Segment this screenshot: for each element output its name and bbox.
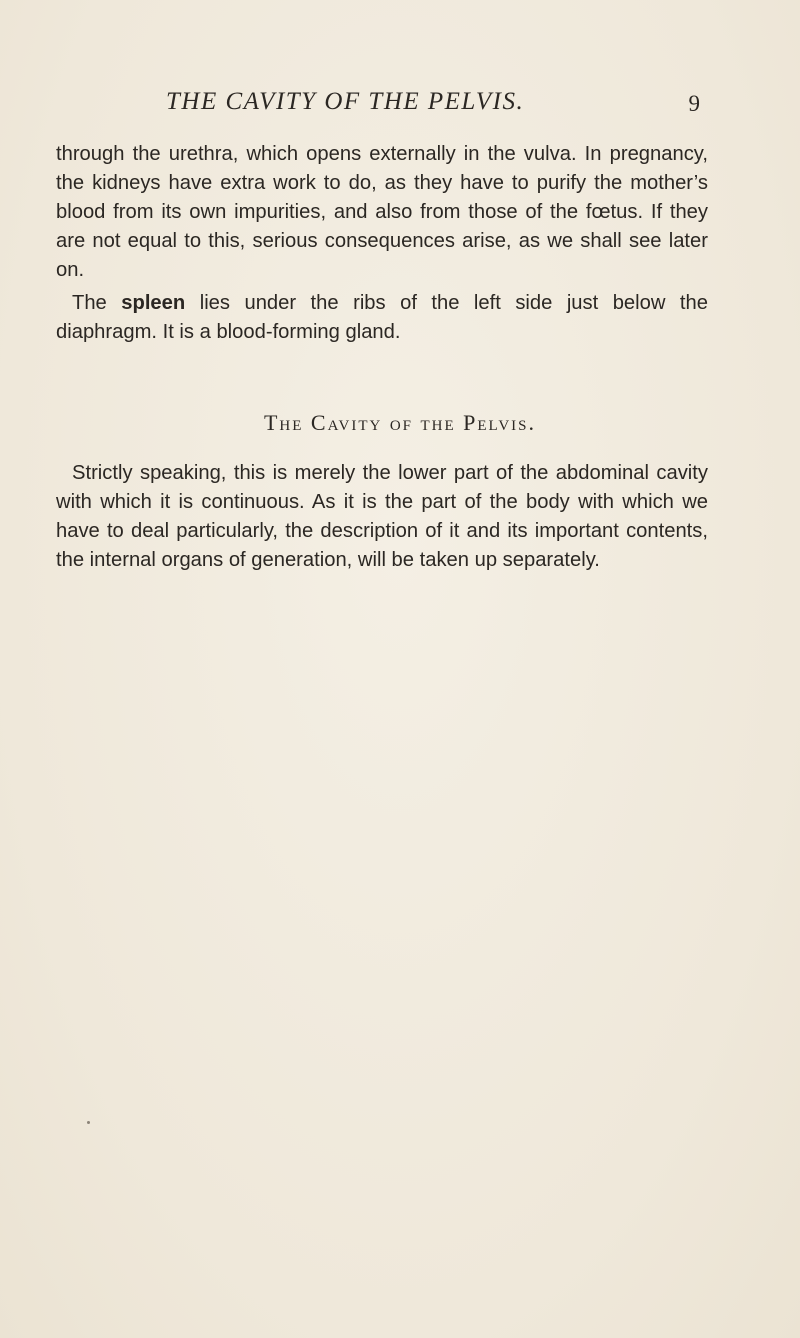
spleen-lead: The	[72, 292, 122, 314]
spleen-term: spleen	[121, 292, 186, 314]
paragraph-pelvis-cavity: Strictly speaking, this is merely the lower part of the abdominal cavity with which it is continuous. As it is the part of the body with which we have to deal particularly, the description of it and its important contents, the internal organs of generation, will be taken up separately.	[56, 462, 708, 571]
page-number: 9	[688, 91, 700, 116]
paragraph-spleen	[56, 289, 708, 347]
running-title: THE CAVITY OF THE PELVIS.	[166, 88, 525, 115]
running-head	[56, 88, 704, 122]
page-speck	[87, 1121, 90, 1124]
paragraph-urethra-kidneys: through the urethra, which opens externally in the vulva. In pregnancy, the kidneys have extra work to do, as they have to purify the mother’s blood from its own impurities, and also from those of the fœtus. If they are not equal to this, serious consequences arise, as we shall see later on.	[56, 143, 708, 281]
spleen-rest: lies under the ribs of the left side just below the diaphragm. It is a blood-forming gland.	[56, 292, 708, 343]
section-heading: The Cavity of the Pelvis.	[263, 410, 536, 435]
